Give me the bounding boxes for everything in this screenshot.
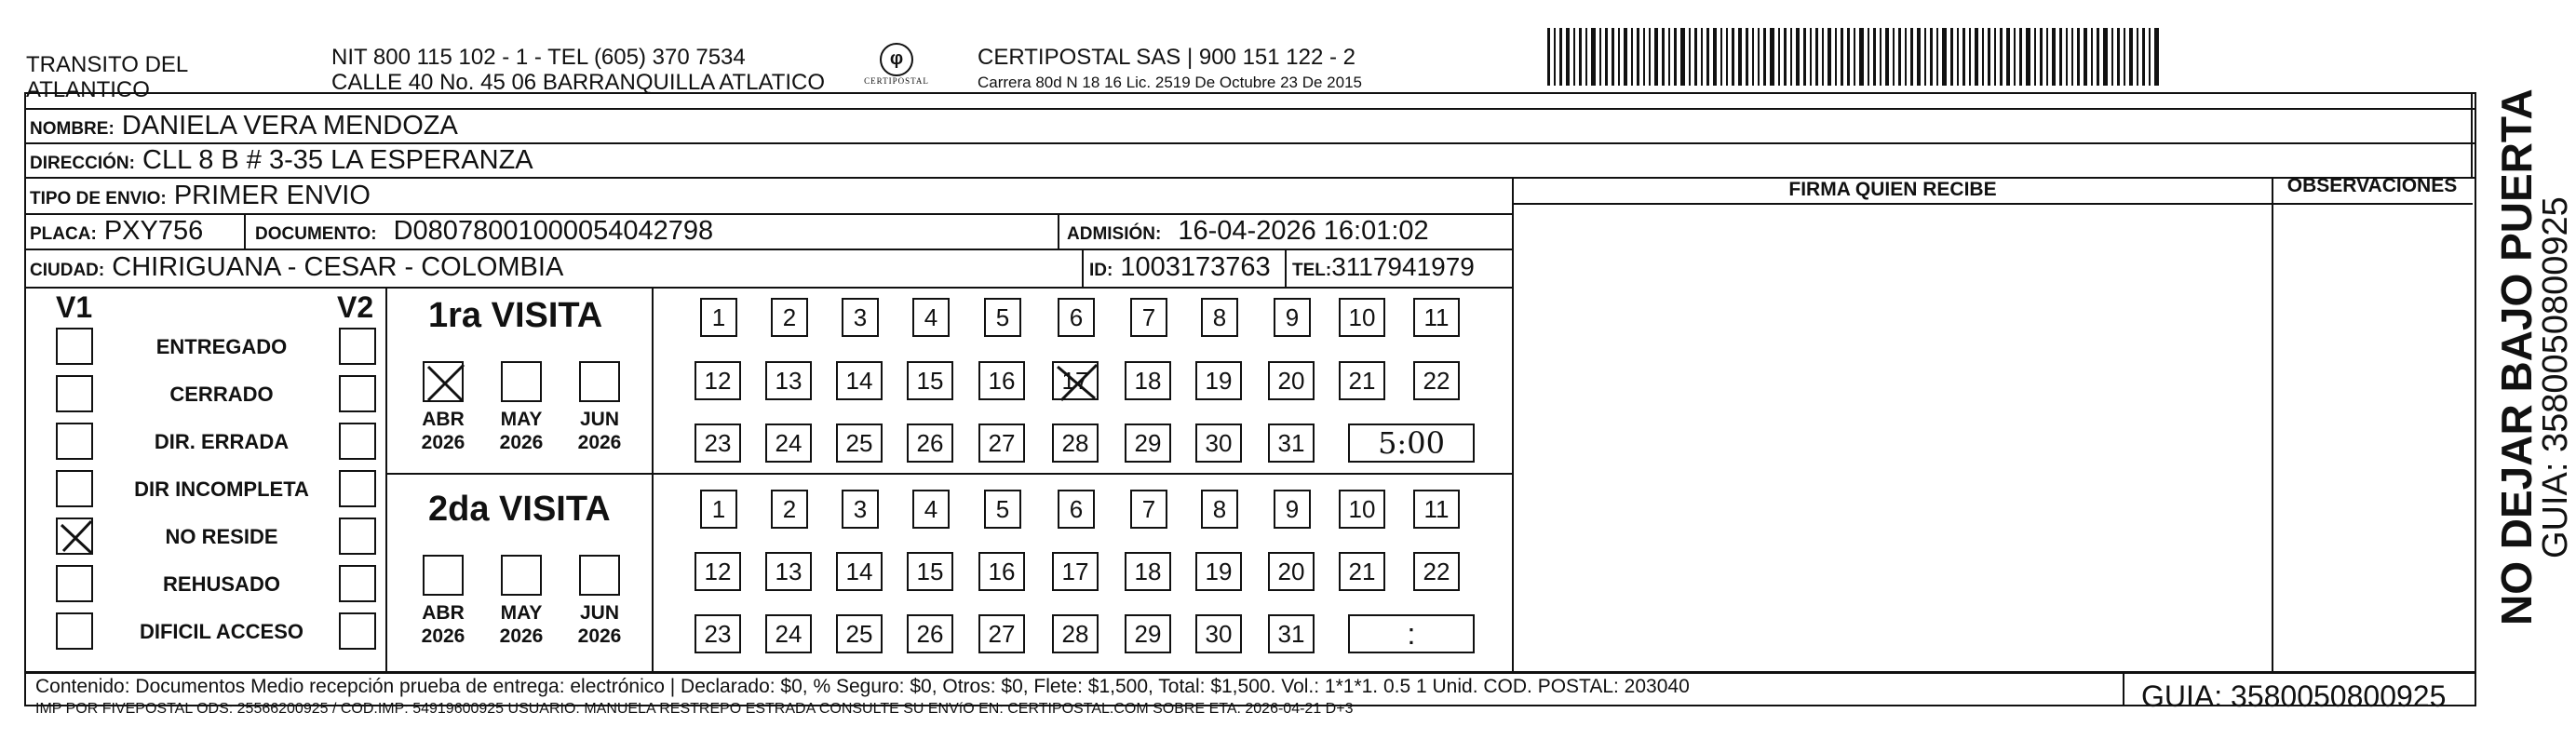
- month-label: [411, 408, 476, 454]
- day-box[interactable]: 27: [978, 614, 1025, 653]
- day-box[interactable]: 14: [836, 552, 883, 591]
- month-checkbox[interactable]: [501, 361, 542, 402]
- tipo-envio-label: TIPO DE ENVIO:: [30, 189, 167, 208]
- day-box[interactable]: 5: [984, 298, 1021, 337]
- status-label: ENTREGADO: [155, 335, 288, 358]
- day-box[interactable]: 15: [907, 361, 953, 400]
- month-year: 2026: [577, 625, 622, 647]
- day-box[interactable]: 12: [695, 361, 741, 400]
- day-box[interactable]: 7: [1130, 490, 1167, 529]
- documento-value: D08078001000054042798: [393, 216, 714, 246]
- nit-text: NIT 800 115 102 - 1 - TEL (605) 370 7534: [331, 45, 746, 70]
- day-box[interactable]: 6: [1058, 298, 1095, 337]
- v1-checkbox[interactable]: [56, 470, 93, 507]
- day-box[interactable]: 20: [1268, 552, 1315, 591]
- v1-header: V1: [56, 290, 93, 324]
- month-checkbox[interactable]: [501, 555, 542, 596]
- day-box[interactable]: 18: [1125, 361, 1171, 400]
- v2-checkbox[interactable]: [339, 470, 376, 507]
- admision-label: ADMISIÓN:: [1067, 224, 1162, 244]
- placa-value: PXY756: [103, 216, 204, 246]
- barcode: [1547, 28, 2298, 86]
- month-label: [489, 601, 554, 648]
- day-box[interactable]: 13: [765, 552, 812, 591]
- logo-icon: φ: [880, 43, 913, 76]
- day-box[interactable]: 1: [700, 490, 737, 529]
- month-checkbox[interactable]: [423, 361, 464, 402]
- month-year: 2026: [421, 432, 465, 453]
- day-box[interactable]: 11: [1413, 298, 1460, 337]
- day-box[interactable]: 23: [695, 614, 741, 653]
- address-text: CALLE 40 No. 45 06 BARRANQUILLA ATLATICO: [331, 70, 826, 95]
- certipostal-logo: [856, 43, 937, 86]
- day-box[interactable]: 21: [1339, 361, 1385, 400]
- firma-header: FIRMA QUIEN RECIBE: [1788, 179, 1997, 200]
- courier-name: CERTIPOSTAL SAS | 900 151 122 - 2: [978, 45, 1355, 70]
- day-box[interactable]: 6: [1058, 490, 1095, 529]
- day-box[interactable]: 4: [912, 490, 950, 529]
- visit2-title: 2da VISITA: [428, 490, 611, 529]
- month-name: ABR: [422, 602, 465, 624]
- day-box[interactable]: 15: [907, 552, 953, 591]
- v1-checkbox[interactable]: [56, 375, 93, 412]
- day-box[interactable]: 30: [1195, 424, 1242, 463]
- day-box[interactable]: 17: [1052, 552, 1099, 591]
- day-box[interactable]: 31: [1268, 424, 1315, 463]
- footer-contents: Contenido: Documentos Medio recepción prueba de entrega: electrónico | Declarado: $0, % Seguro: $0, Otros: $0, Flete: $1,500, Total: $1,500. Vol.: 1*1*1. 0.5 1 Unid. COD. POSTAL: 203040: [35, 676, 1690, 697]
- v1-checkbox[interactable]: [56, 612, 93, 650]
- month-name: JUN: [579, 409, 619, 430]
- month-name: MAY: [500, 409, 543, 430]
- v1-checkbox[interactable]: [56, 565, 93, 602]
- day-box[interactable]: 12: [695, 552, 741, 591]
- month-name: MAY: [500, 602, 543, 624]
- day-box[interactable]: 14: [836, 361, 883, 400]
- v1-checkbox[interactable]: [56, 518, 93, 555]
- day-box[interactable]: 5: [984, 490, 1021, 529]
- day-box[interactable]: 18: [1125, 552, 1171, 591]
- day-box[interactable]: 30: [1195, 614, 1242, 653]
- month-name: ABR: [422, 409, 465, 430]
- day-box[interactable]: 22: [1413, 361, 1460, 400]
- day-box[interactable]: 28: [1052, 424, 1099, 463]
- day-box[interactable]: 22: [1413, 552, 1460, 591]
- ciudad-label: CIUDAD:: [30, 261, 105, 280]
- direccion-label: DIRECCIÓN:: [30, 154, 135, 173]
- placa-field: [30, 216, 203, 249]
- month-name: JUN: [579, 602, 619, 624]
- month-label: [411, 601, 476, 648]
- tel-value: 3117941979: [1331, 252, 1475, 281]
- month-year: 2026: [499, 625, 544, 647]
- day-box[interactable]: 16: [978, 552, 1025, 591]
- documento-label: DOCUMENTO:: [255, 224, 377, 244]
- day-box[interactable]: 21: [1339, 552, 1385, 591]
- v1-checkbox[interactable]: [56, 328, 93, 365]
- courier-address: Carrera 80d N 18 16 Lic. 2519 De Octubre 23 De 2015: [978, 74, 1362, 91]
- ciudad-value: CHIRIGUANA - CESAR - COLOMBIA: [112, 252, 564, 282]
- day-box[interactable]: 29: [1125, 614, 1171, 653]
- tel-label: TEL:: [1292, 261, 1332, 280]
- day-box[interactable]: 23: [695, 424, 741, 463]
- id-value: 1003173763: [1120, 252, 1271, 282]
- observaciones-header: OBSERVACIONES: [2286, 175, 2458, 196]
- month-label: [567, 408, 632, 454]
- day-box[interactable]: 2: [771, 490, 808, 529]
- placa-label: PLACA:: [30, 224, 97, 244]
- ciudad-field: [30, 252, 563, 286]
- v2-checkbox[interactable]: [339, 375, 376, 412]
- month-label: [489, 408, 554, 454]
- direccion-value: CLL 8 B # 3-35 LA ESPERANZA: [142, 145, 533, 175]
- day-box[interactable]: 26: [907, 614, 953, 653]
- day-box[interactable]: 11: [1413, 490, 1460, 529]
- status-label: NO RESIDE: [165, 525, 278, 548]
- v2-checkbox[interactable]: [339, 518, 376, 555]
- day-box[interactable]: 4: [912, 298, 950, 337]
- month-label: [567, 601, 632, 648]
- month-year: 2026: [577, 432, 622, 453]
- id-field: [1089, 252, 1271, 286]
- company-info: [331, 45, 825, 95]
- day-box[interactable]: 29: [1125, 424, 1171, 463]
- day-box[interactable]: 24: [765, 424, 812, 463]
- day-box[interactable]: 9: [1274, 298, 1311, 337]
- day-box[interactable]: 25: [836, 614, 883, 653]
- status-label: DIR. ERRADA: [154, 430, 290, 453]
- v1-checkbox[interactable]: [56, 423, 93, 460]
- v2-checkbox[interactable]: [339, 423, 376, 460]
- admision-field: [1067, 216, 1429, 249]
- day-box[interactable]: 2: [771, 298, 808, 337]
- v2-header: V2: [337, 290, 374, 324]
- status-label: DIFICIL ACCESO: [139, 620, 303, 643]
- day-box[interactable]: 31: [1268, 614, 1315, 653]
- day-box[interactable]: 13: [765, 361, 812, 400]
- day-box[interactable]: 7: [1130, 298, 1167, 337]
- day-box[interactable]: 3: [842, 490, 879, 529]
- day-box[interactable]: 26: [907, 424, 953, 463]
- month-checkbox[interactable]: [579, 361, 620, 402]
- day-box[interactable]: 8: [1201, 298, 1238, 337]
- nombre-label: NOMBRE:: [30, 119, 115, 139]
- day-box[interactable]: 10: [1339, 490, 1385, 529]
- month-checkbox[interactable]: [579, 555, 620, 596]
- footer-imp: IMP POR FIVEPOSTAL ODS: 25566200925 / COD.IMP: 54919600925 USUARIO: MANUELA RESTREPO ESTRADA CONSULTE SU ENVíO EN: CERTIPOSTAL.COM SOBRE ETA: 2026-04-21 D+3: [35, 701, 1354, 717]
- day-box[interactable]: 28: [1052, 614, 1099, 653]
- day-box[interactable]: 20: [1268, 361, 1315, 400]
- status-label: DIR INCOMPLETA: [134, 477, 309, 501]
- visit1-title: 1ra VISITA: [428, 296, 603, 335]
- id-label: ID:: [1089, 261, 1113, 280]
- company-line2: ATLANTICO: [26, 77, 150, 102]
- v2-checkbox[interactable]: [339, 565, 376, 602]
- admision-value: 16-04-2026 16:01:02: [1178, 216, 1429, 246]
- tipo-envio-value: PRIMER ENVIO: [173, 181, 371, 210]
- day-box[interactable]: 1: [700, 298, 737, 337]
- day-box[interactable]: 17: [1052, 361, 1099, 400]
- courier-info: [978, 45, 1362, 92]
- month-year: 2026: [499, 432, 544, 453]
- day-box[interactable]: 25: [836, 424, 883, 463]
- logo-text: CERTIPOSTAL: [864, 76, 929, 86]
- direccion-field: [30, 145, 533, 179]
- side-guia: GUIA: 3580050800925: [2536, 196, 2575, 558]
- status-label: CERRADO: [169, 383, 274, 406]
- nombre-value: DANIELA VERA MENDOZA: [121, 111, 458, 141]
- v2-checkbox[interactable]: [339, 612, 376, 650]
- day-box[interactable]: 9: [1274, 490, 1311, 529]
- visit2-time[interactable]: :: [1348, 614, 1475, 653]
- day-box[interactable]: 24: [765, 614, 812, 653]
- documento-field: [255, 216, 713, 249]
- day-box[interactable]: 16: [978, 361, 1025, 400]
- month-checkbox[interactable]: [423, 555, 464, 596]
- nombre-field: [30, 111, 458, 144]
- day-box[interactable]: 3: [842, 298, 879, 337]
- tel-field: [1292, 252, 1475, 286]
- status-label: REHUSADO: [163, 572, 280, 596]
- day-box[interactable]: 19: [1195, 552, 1242, 591]
- v2-checkbox[interactable]: [339, 328, 376, 365]
- month-year: 2026: [421, 625, 465, 647]
- side-warning: NO DEJAR BAJO PUERTA: [2492, 88, 2541, 625]
- company-line1: TRANSITO DEL: [26, 52, 189, 77]
- day-box[interactable]: 8: [1201, 490, 1238, 529]
- day-box[interactable]: 10: [1339, 298, 1385, 337]
- tipo-envio-field: [30, 181, 371, 214]
- visit1-time[interactable]: 5:00: [1348, 424, 1475, 463]
- footer-guia: GUIA: 3580050800925: [2141, 679, 2447, 713]
- day-box[interactable]: 27: [978, 424, 1025, 463]
- day-box[interactable]: 19: [1195, 361, 1242, 400]
